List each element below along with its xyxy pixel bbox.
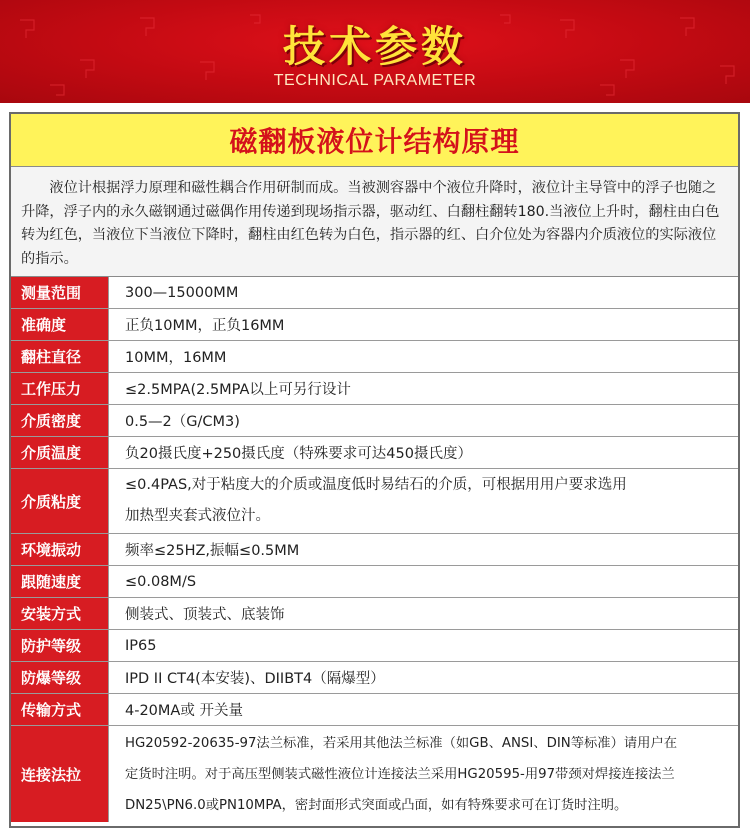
param-label: 环境振动 <box>11 534 109 565</box>
param-label: 准确度 <box>11 309 109 340</box>
table-row <box>11 566 738 598</box>
table-row <box>11 534 738 566</box>
param-value: IPD II CT4(本安装)、DIIBT4（隔爆型） <box>125 671 385 687</box>
section-description: 液位计根据浮力原理和磁性耦合作用研制而成。当被测容器中个液位升降时，液位计主导管中的浮子也随之升降，浮子内的永久磁钢通过磁偶作用传递到现场指示器，驱动红、白翻柱翻转180.当液位上升时，翻柱由白色转为红色，当液位下当液位下降时，翻柱由红色转为白色，指示器的红、白介位处为容器内介质液位的实际液位的指示。 <box>11 167 738 277</box>
param-label: 工作压力 <box>11 373 109 404</box>
param-label: 安装方式 <box>11 598 109 629</box>
param-value: 300—15000MM <box>125 284 239 301</box>
table-row <box>11 437 738 469</box>
header-banner <box>0 0 750 103</box>
param-label: 介质粘度 <box>11 469 109 533</box>
param-value: 正负10MM，正负16MM <box>125 318 285 334</box>
table-row <box>11 598 738 630</box>
param-value-line: DN25\PN6.0或PN10MPA，密封面形式突面或凸面，如有特殊要求可在订货时注明。 <box>125 797 628 813</box>
param-value: 0.5—2（G/CM3) <box>125 414 240 430</box>
param-label: 介质温度 <box>11 437 109 468</box>
table-row <box>11 405 738 437</box>
param-value <box>109 469 738 533</box>
param-value: 4-20MA或 开关量 <box>125 703 243 719</box>
param-label: 连接法拉 <box>11 726 109 822</box>
table-row <box>11 662 738 694</box>
table-row <box>11 694 738 726</box>
param-value: IP65 <box>125 637 157 654</box>
table-row <box>11 373 738 405</box>
param-label: 测量范围 <box>11 277 109 308</box>
param-value: 负20摄氏度+250摄氏度（特殊要求可达450摄氏度） <box>125 446 472 462</box>
param-value: ≤0.08M/S <box>125 573 197 590</box>
param-value: 频率≤25HZ,振幅≤0.5MM <box>125 543 300 559</box>
table-row <box>11 341 738 373</box>
table-row <box>11 630 738 662</box>
param-value-line: 定货时注明。对于高压型侧装式磁性液位计连接法兰采用HG20595-用97带颈对焊接连接法兰 <box>125 766 675 782</box>
section-title: 磁翻板液位计结构原理 <box>11 114 738 167</box>
param-label: 传输方式 <box>11 694 109 725</box>
param-label: 防爆等级 <box>11 662 109 693</box>
param-label: 防护等级 <box>11 630 109 661</box>
table-row <box>11 277 738 309</box>
page-title: 技术参数 <box>282 22 467 71</box>
param-label: 跟随速度 <box>11 566 109 597</box>
table-row <box>11 309 738 341</box>
page-subtitle: TECHNICAL PARAMETER <box>273 72 477 89</box>
param-value: ≤2.5MPA(2.5MPA以上可另行设计 <box>125 382 351 398</box>
param-value: 10MM，16MM <box>125 350 227 366</box>
param-value: 侧装式、顶装式、底装饰 <box>125 607 285 623</box>
param-value-line: ≤0.4PAS,对于粘度大的介质或温度低时易结石的介质，可根据用用户要求选用 <box>125 477 627 493</box>
param-label: 介质密度 <box>11 405 109 436</box>
table-row <box>11 469 738 534</box>
param-value-line: HG20592-20635-97法兰标准，若采用其他法兰标准（如GB、ANSI、DIN等标准）请用户在 <box>125 735 678 751</box>
table-row <box>11 726 738 822</box>
param-label: 翻柱直径 <box>11 341 109 372</box>
param-value <box>109 726 738 822</box>
param-value-line: 加热型夹套式液位汁。 <box>125 508 270 524</box>
spec-table <box>9 112 740 828</box>
